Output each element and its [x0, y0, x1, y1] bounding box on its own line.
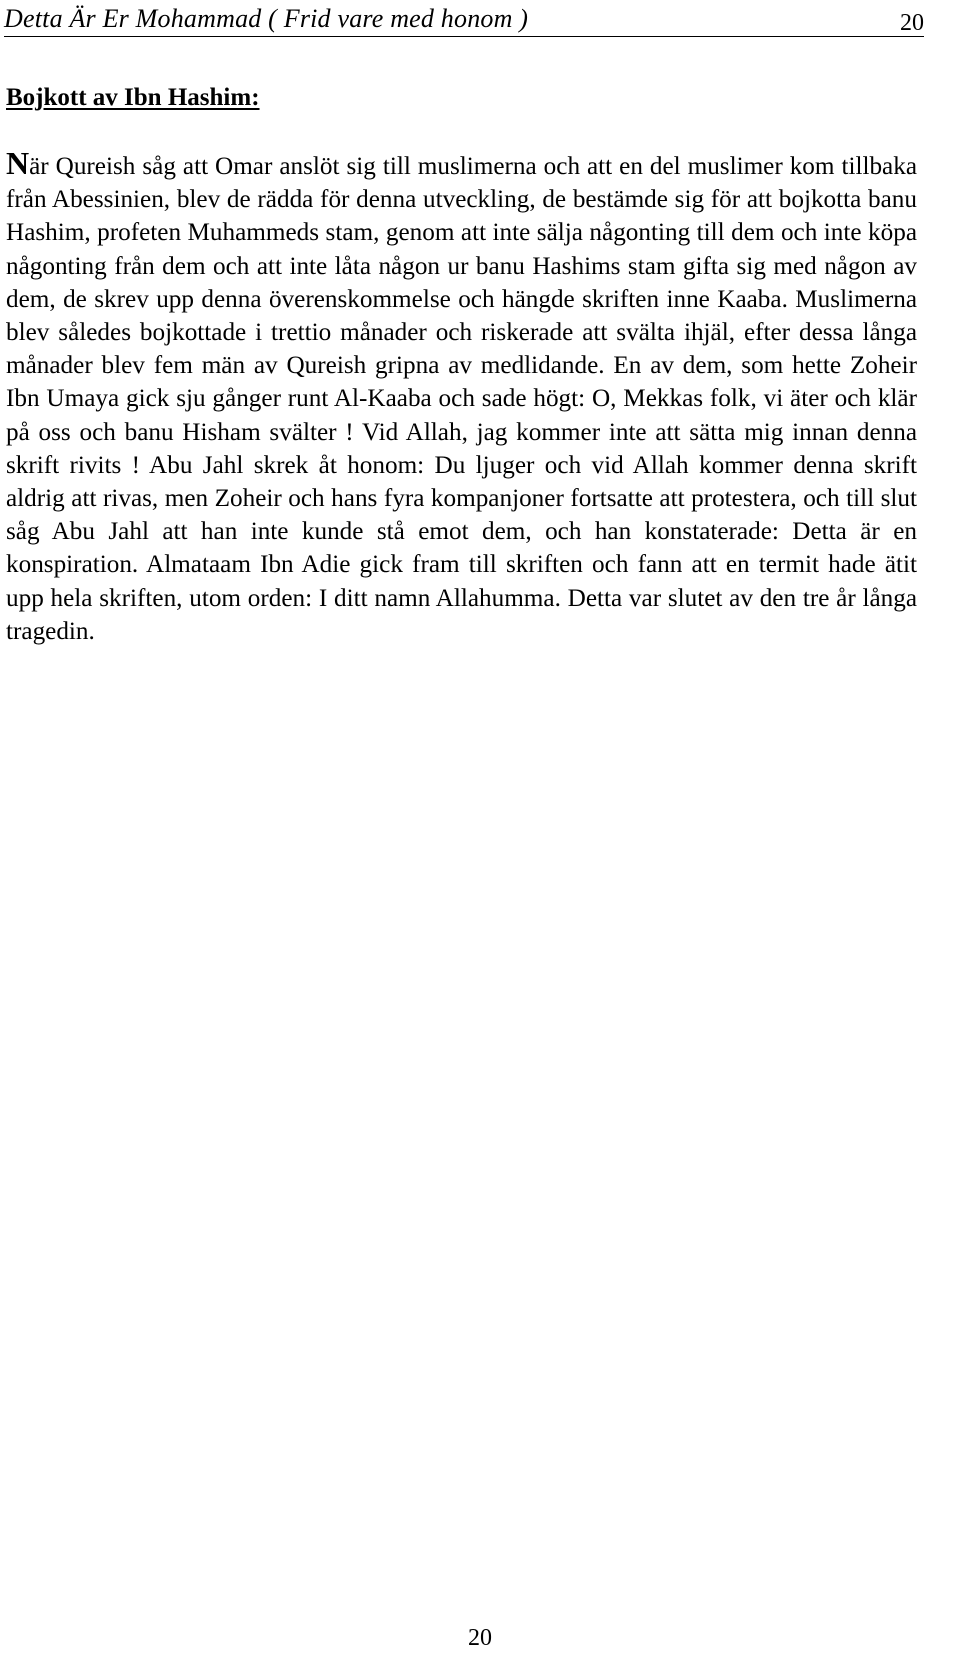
paragraph-text: är Qureish såg att Omar anslöt sig till muslimerna och att en del muslimer kom tillbaka från Abessinien, blev de rädda för denna utveckling, de bestämde sig för att bojkotta banu Hashim, profeten Muhammeds stam, genom att inte sälja någonting till dem och inte köpa någonting från dem och att inte låta någon ur banu Hashims stam gifta sig med någon av dem, de skrev upp denna överenskommelse och hängde skriften inne Kaaba. Muslimerna blev således bojkottade i trettio månader och riskerade att svälta ihjäl, efter dessa långa månader blev fem män av Qureish gripna av medlidande. En av dem, som hette Zoheir Ibn Umaya gick sju gånger runt Al-Kaaba och sade högt: O, Mekkas folk, vi äter och klär på oss och banu Hisham svälter ! Vid Allah, jag kommer inte att sätta mig innan denna skrift rivits ! Abu Jahl skrek åt honom: Du ljuger och vid Allah kommer denna skrift aldrig att rivas, men Zoheir och hans fyra kompanjoner fortsatte att protestera, och till slut såg Abu Jahl att han inte kunde stå emot dem, och han konstaterade: Detta är en konspiration. Almataam Ibn Adie gick fram till skriften och fann att en termit hade ätit upp hela skriften, utom orden: I ditt namn Allahumma. Detta var slutet av den tre år långa tragedin.: [6, 153, 917, 645]
section-heading: Bojkott av Ibn Hashim:: [6, 84, 260, 111]
header-page-number: 20: [900, 10, 924, 36]
drop-initial: N: [6, 145, 30, 181]
running-header: [4, 2, 924, 37]
running-title: Detta Är Er Mohammad ( Frid vare med honom ): [4, 4, 529, 33]
body-paragraph: [6, 145, 917, 648]
footer-page-number: 20: [468, 1625, 492, 1651]
